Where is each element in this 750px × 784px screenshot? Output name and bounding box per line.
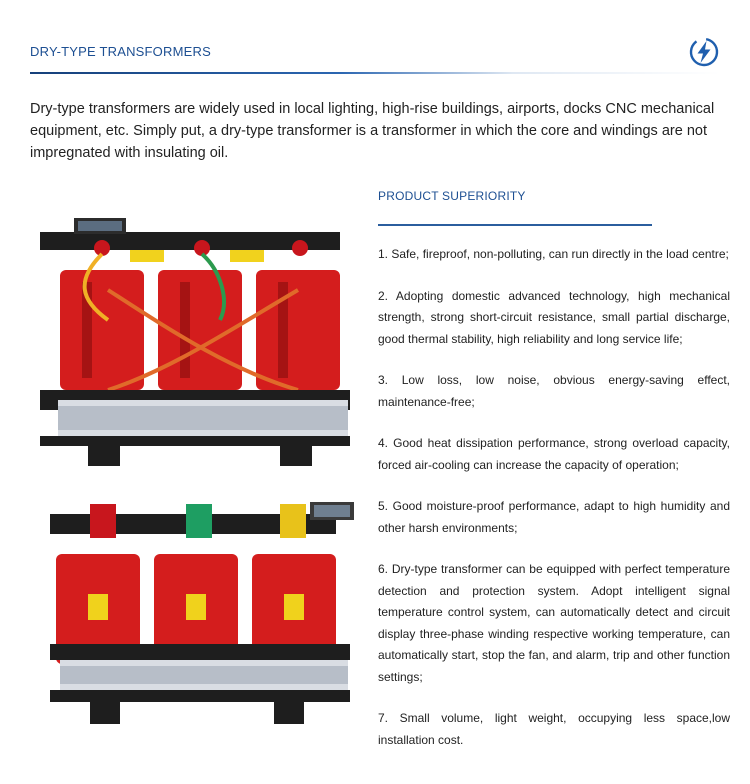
list-item: 1. Safe, fireproof, non-polluting, can run directly in the load centre;: [378, 247, 729, 261]
superiority-list: [378, 244, 730, 771]
intro-paragraph: Dry-type transformers are widely used in local lighting, high-rise buildings, airports, docks CNC mechanical equipment, etc. Simply put, a dry-type transformer is a transformer in which the core and windings are not impregnated with insulating oil.: [30, 101, 715, 161]
transformer-photo-1: [30, 210, 362, 478]
list-item: 2. Adopting domestic advanced technology, high mechanical strength, strong short-circuit resistance, small partial discharge, good thermal stability, high reliability and long service life;: [378, 288, 730, 346]
header-divider: [30, 72, 720, 74]
list-item: 6. Dry-type transformer can be equipped with perfect temperature detection and protection system. Adopt intelligent signal temperature control system, can automatically detect and circuit display three-phase winding respective working temperature, can automatically start, stop the fan, and alarm, trip and other function settings;: [378, 562, 730, 684]
section-divider: [378, 224, 652, 226]
list-item: 7. Small volume, light weight, occupying less space,low installation cost.: [378, 711, 730, 747]
page-title: DRY-TYPE TRANSFORMERS: [30, 44, 211, 59]
lightning-bolt-icon: [688, 36, 720, 68]
list-item: 3. Low loss, low noise, obvious energy-saving effect, maintenance-free;: [378, 373, 730, 409]
section-title: PRODUCT SUPERIORITY: [378, 189, 526, 203]
transformer-photo-2: [30, 494, 362, 734]
list-item: 5. Good moisture-proof performance, adapt to high humidity and other harsh environments;: [378, 499, 730, 535]
list-item: 4. Good heat dissipation performance, strong overload capacity, forced air-cooling can increase the capacity of operation;: [378, 436, 730, 472]
